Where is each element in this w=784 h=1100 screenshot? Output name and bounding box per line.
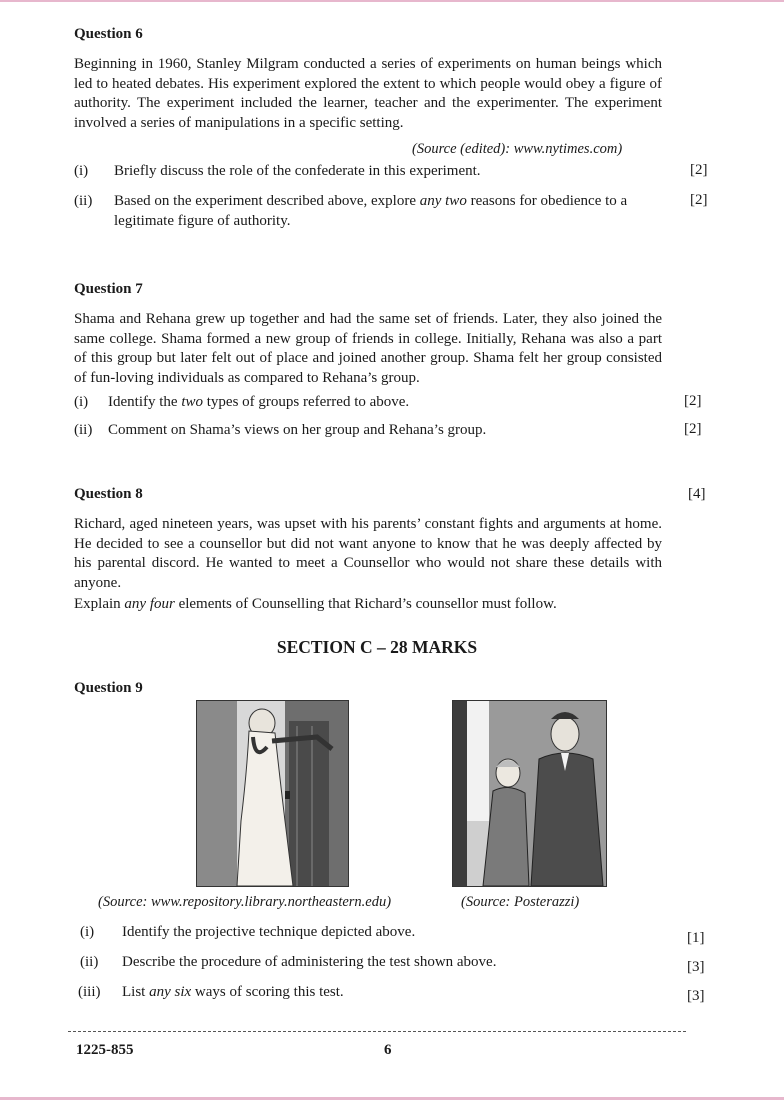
part-text: Describe the procedure of administering the test shown above. (122, 954, 497, 970)
question-8-passage: Richard, aged nineteen years, was upset with his parents’ constant fights and arguments at home. He decided to see a counsellor but did not want anyone to know that he was deeply affected by his parental discord. He wanted to meet a Counsellor who would not share these details with anyone. (74, 516, 662, 591)
emphasis: two (181, 394, 203, 410)
q7-part-ii (74, 421, 486, 441)
section-c-heading: SECTION C – 28 MARKS (276, 637, 478, 657)
question-6-source: (Source (edited): www.nytimes.com) (412, 141, 623, 157)
emphasis: any four (124, 596, 175, 612)
mother-son-illustration (453, 701, 606, 886)
emphasis: any two (419, 193, 467, 209)
question-6-passage: Beginning in 1960, Stanley Milgram conducted a series of experiments on human beings which led to heated debates. His experiment explored the extent to which people would obey a figure of authority. The experiment included the learner, teacher and the experimenter. The experiment involved a series of manipulations in a specific setting. (74, 56, 662, 131)
part-number: (ii) (74, 422, 93, 438)
question-7-heading: Question 7 (74, 281, 143, 297)
question-8-heading: Question 8 (74, 486, 143, 502)
image-1-source: (Source: www.repository.library.northeastern.edu) (98, 894, 392, 910)
part-text: Identify the projective technique depicted above. (122, 924, 416, 940)
q9-part-iii (78, 983, 344, 1003)
q9-part-iii-marks: [3] (687, 988, 705, 1004)
page-number: 6 (384, 1042, 392, 1058)
q6-part-ii-marks: [2] (690, 192, 708, 208)
q9-part-i (80, 923, 415, 943)
top-border (0, 0, 784, 2)
question-8-marks: [4] (688, 486, 706, 502)
q6-part-ii (74, 192, 674, 231)
part-number: (iii) (78, 984, 101, 1000)
q7-part-i (74, 393, 409, 413)
part-number: (i) (80, 924, 95, 940)
question-7-passage: Shama and Rehana grew up together and had the same set of friends. Later, they also joined the same college. Shama formed a new group of friends in college. Initially, Rehana was also a part of this group but later felt out of place and joined another group. Shama felt her group consisted of fun-loving individuals as compared to Rehana’s group. (74, 311, 662, 386)
q9-part-ii-marks: [3] (687, 959, 705, 975)
q9-part-i-marks: [1] (687, 930, 705, 946)
part-text: Comment on Shama’s views on her group and Rehana’s group. (108, 422, 487, 438)
task-text: Explain (74, 596, 125, 612)
part-number: (i) (74, 163, 89, 179)
part-text-cont: ways of scoring this test. (191, 984, 344, 1000)
image-2-source: (Source: Posterazzi) (461, 894, 580, 910)
woman-at-door-illustration (197, 701, 348, 886)
part-number: (ii) (80, 954, 99, 970)
tat-card-image-1 (196, 700, 349, 887)
q6-part-i-marks: [2] (690, 162, 708, 178)
part-number: (i) (74, 394, 89, 410)
q7-part-ii-marks: [2] (684, 421, 702, 437)
q9-part-ii (80, 953, 496, 973)
part-text: Briefly discuss the role of the confederate in this experiment. (114, 163, 481, 179)
q6-part-i (74, 162, 481, 182)
question-8-task (74, 595, 557, 615)
task-text-cont: elements of Counselling that Richard’s counsellor must follow. (174, 596, 557, 612)
question-6-heading: Question 6 (74, 26, 143, 42)
question-9-heading: Question 9 (74, 680, 143, 696)
footer-divider (68, 1031, 686, 1032)
paper-code: 1225-855 (76, 1042, 134, 1058)
tat-card-image-2 (452, 700, 607, 887)
part-text-cont: reasons for obedience to a legitimate figure of authority. (114, 193, 628, 229)
part-text: Identify the (108, 394, 182, 410)
q7-part-i-marks: [2] (684, 393, 702, 409)
part-number: (ii) (74, 193, 93, 209)
part-text: Based on the experiment described above, explore (114, 193, 420, 209)
part-text: List (122, 984, 150, 1000)
emphasis: any six (149, 984, 192, 1000)
part-text-cont: types of groups referred to above. (203, 394, 410, 410)
